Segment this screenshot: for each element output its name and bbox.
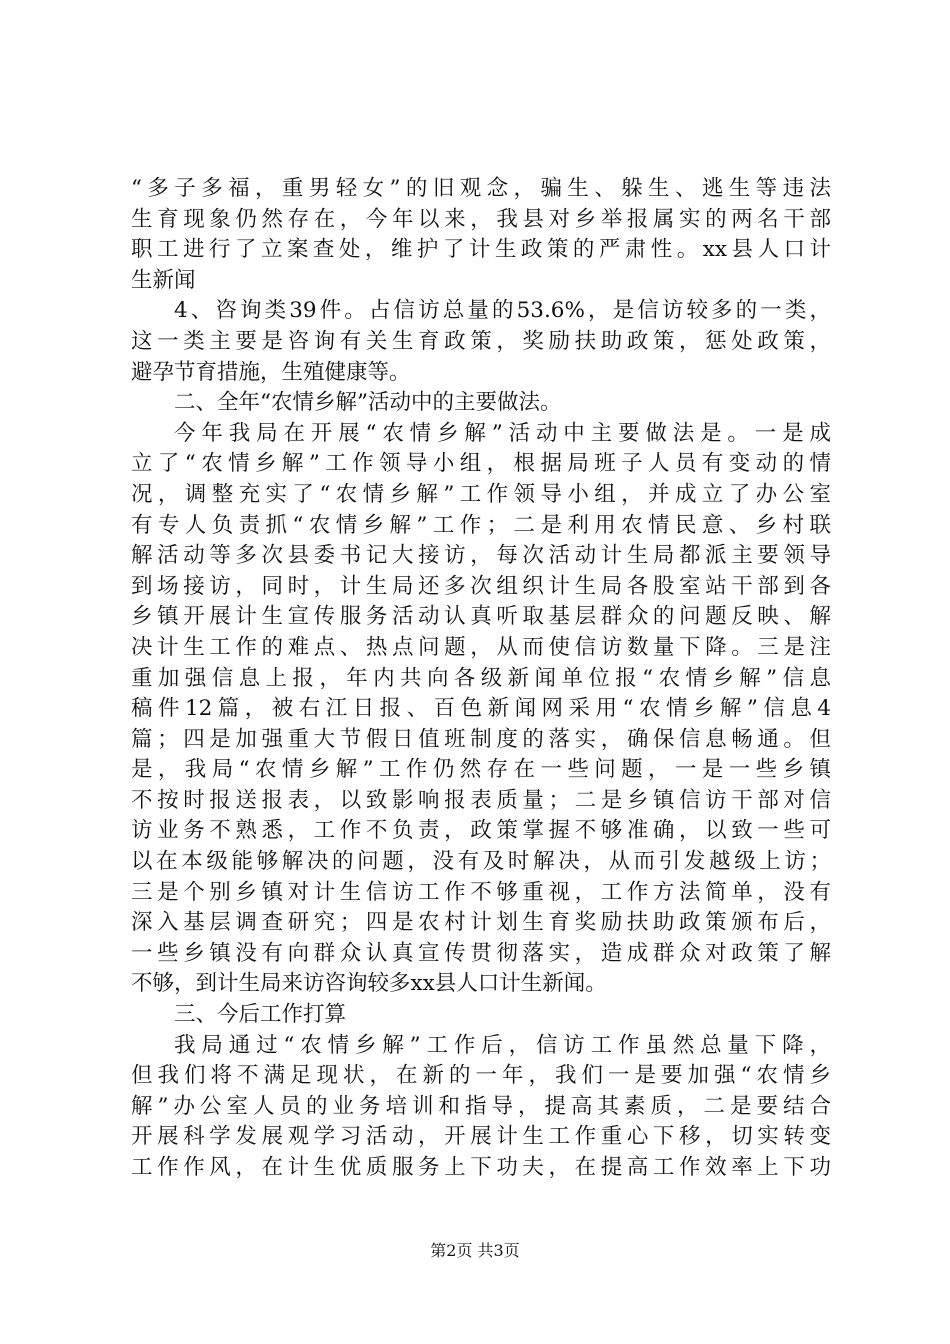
text-line: 重加强信息上报，年内共向各级新闻单位报“农情乡解”信息 — [131, 665, 831, 691]
text-line: 解活动等多次县委书记大接访，每次活动计生局都派主要领导 — [131, 543, 831, 569]
text-line: 开展科学发展观学习活动，开展计生工作重心下移，切实转变 — [131, 1124, 831, 1150]
text-line: 三是个别乡镇对计生信访工作不够重视，工作方法简单，没有 — [131, 879, 831, 905]
text-line: 但我们将不满足现状，在新的一年，我们一是要加强“农情乡 — [131, 1063, 831, 1089]
text-line: 二、全年“农情乡解”活动中的主要做法。 — [174, 390, 562, 416]
text-line: 职工进行了立案查处，维护了计生政策的严肃性。xx县人口计 — [131, 237, 831, 263]
text-line: 解”办公室人员的业务培训和指导，提高其素质，二是要结合 — [131, 1093, 831, 1119]
text-line: 4、咨询类39件。占信访总量的53.6%，是信访较多的一类， — [174, 298, 831, 324]
text-line: 这一类主要是咨询有关生育政策，奖励扶助政策，惩处政策， — [131, 328, 831, 354]
text-line: 决计生工作的难点、热点问题，从而使信访数量下降。三是注 — [131, 634, 831, 660]
text-line: 不够，到计生局来访咨询较多xx县人口计生新闻。 — [131, 971, 607, 997]
text-line: 生育现象仍然存在，今年以来，我县对乡举报属实的两名干部 — [131, 206, 831, 232]
text-line: 避孕节育措施，生殖健康等。 — [131, 359, 411, 385]
text-line: 生新闻 — [131, 267, 196, 293]
text-line: 我局通过“农情乡解”工作后，信访工作虽然总量下降， — [174, 1032, 831, 1058]
text-line: 访业务不熟悉，工作不负责，政策掌握不够准确，以致一些可 — [131, 818, 831, 844]
text-line: 稿件12篇，被右江日报、百色新闻网采用“农情乡解”信息4 — [131, 696, 831, 722]
text-line: 是，我局“农情乡解”工作仍然存在一些问题，一是一些乡镇 — [131, 757, 831, 783]
text-line: 篇；四是加强重大节假日值班制度的落实，确保信息畅通。但 — [131, 726, 831, 752]
text-line: 一些乡镇没有向群众认真宣传贯彻落实，造成群众对政策了解 — [131, 940, 831, 966]
text-line: “多子多福，重男轻女”的旧观念，骗生、躲生、逃生等违法 — [131, 176, 831, 201]
text-line: 三、今后工作打算 — [174, 1002, 347, 1028]
text-line: 工作作风，在计生优质服务上下功夫，在提高工作效率上下功 — [131, 1155, 831, 1180]
text-line: 深入基层调查研究；四是农村计划生育奖励扶助政策颁布后， — [131, 910, 831, 936]
text-line: 以在本级能够解决的问题，没有及时解决，从而引发越级上访； — [131, 849, 831, 875]
text-line: 有专人负责抓“农情乡解”工作；二是利用农情民意、乡村联 — [131, 512, 831, 538]
document-body — [131, 174, 831, 1184]
page-footer: 第2页 共3页 — [430, 1241, 520, 1260]
text-line: 今年我局在开展“农情乡解”活动中主要做法是。一是成 — [174, 420, 831, 446]
text-line: 不按时报送报表，以致影响报表质量；二是乡镇信访干部对信 — [131, 787, 831, 813]
text-line: 乡镇开展计生宣传服务活动认真听取基层群众的问题反映、解 — [131, 604, 831, 630]
text-line: 立了“农情乡解”工作领导小组，根据局班子人员有变动的情 — [131, 451, 831, 477]
text-line: 况，调整充实了“农情乡解”工作领导小组，并成立了办公室 — [131, 481, 831, 507]
text-line: 到场接访，同时，计生局还多次组织计生局各股室站干部到各 — [131, 573, 831, 599]
